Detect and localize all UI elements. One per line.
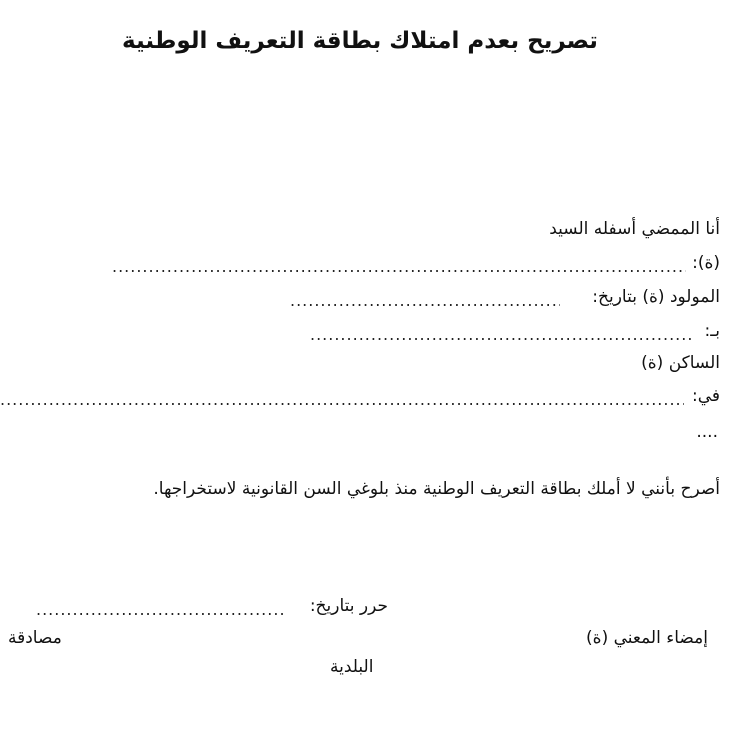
residence-label: الساكن (ة) (641, 353, 720, 373)
declarant-intro-line: أنا الممضي أسفله السيد (549, 219, 720, 239)
birth-place-label: بـ: (704, 321, 720, 341)
declarant-name-field (112, 259, 686, 275)
declarant-name-label: (ة): (692, 253, 720, 273)
address-trailing-dots: .... (696, 422, 718, 442)
birth-date-field (290, 293, 560, 309)
written-on-date-field (36, 602, 284, 618)
written-on-label: حرر بتاريخ: (309, 596, 388, 616)
birth-date-label: المولود (ة) بتاريخ: (592, 287, 720, 307)
declaration-text: أصرح بأنني لا أملك بطاقة التعريف الوطنية منذ بلوغي السن القانونية لاستخراجها. (153, 479, 720, 499)
address-field (0, 392, 684, 408)
certification-label: مصادقة (8, 628, 62, 648)
birth-place-field (310, 327, 692, 343)
signature-label: إمضاء المعني (ة) (586, 628, 708, 648)
municipality-label: البلدية (330, 657, 374, 677)
address-label: في: (691, 386, 720, 406)
page-title: تصريح بعدم امتلاك بطاقة التعريف الوطنية (122, 28, 598, 54)
